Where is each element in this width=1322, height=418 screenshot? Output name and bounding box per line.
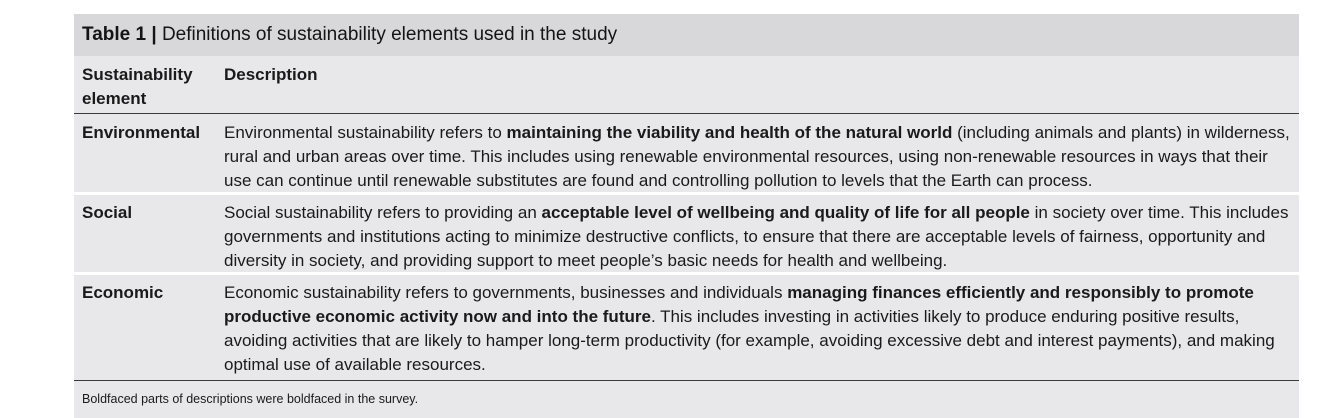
table-row-environmental	[74, 115, 1299, 195]
element-name: Environmental	[82, 123, 201, 142]
table-row-economic	[74, 275, 1299, 381]
table-label: Table 1 |	[82, 24, 157, 45]
definitions-table	[74, 14, 1299, 418]
table-footnote: Boldfaced parts of descriptions were boldfaced in the survey.	[82, 392, 419, 406]
element-name: Social	[82, 203, 133, 222]
description-bold-text: managing finances efficiently and responsibly to promote productive economic activity now and into the future	[224, 283, 1254, 326]
description-text: in society over time. This includes governments and institutions acting to minimize destructive conflicts, to ensure that there are acceptable levels of fairness, opportunity and diversity in society, and providing support to meet people’s basic needs for health and wellbeing.	[224, 203, 1289, 270]
description-bold-text: acceptable level of wellbeing and quality of life for all people	[541, 203, 1030, 222]
header-description: Description	[224, 65, 318, 84]
element-description	[224, 281, 1292, 377]
table-header-row	[74, 56, 1299, 114]
header-sustainability-element: Sustainability element	[82, 65, 193, 108]
table-row-social	[74, 195, 1299, 275]
description-text: . This includes investing in activities likely to produce enduring positive results, avoiding activities that are likely to hamper long-term productivity (for example, avoiding excessive debt and interest payments), and making optimal use of available resources.	[224, 307, 1275, 374]
description-bold-text: maintaining the viability and health of the natural world	[506, 123, 953, 142]
table-title: Definitions of sustainability elements used in the study	[161, 24, 618, 45]
description-text: Social sustainability refers to providing an	[224, 203, 542, 222]
description-text: Environmental sustainability refers to	[224, 123, 507, 142]
element-description	[224, 201, 1292, 273]
element-name: Economic	[82, 283, 164, 302]
element-description	[224, 121, 1292, 193]
description-text: Economic sustainability refers to governments, businesses and individuals	[224, 283, 788, 302]
table-caption	[74, 14, 1299, 56]
description-text: (including animals and plants) in wilderness, rural and urban areas over time. This includes using renewable environmental resources, using non-renewable resources in ways that their use can continue until renewable substitutes are found and controlling pollution to levels that the Earth can process.	[224, 123, 1290, 190]
